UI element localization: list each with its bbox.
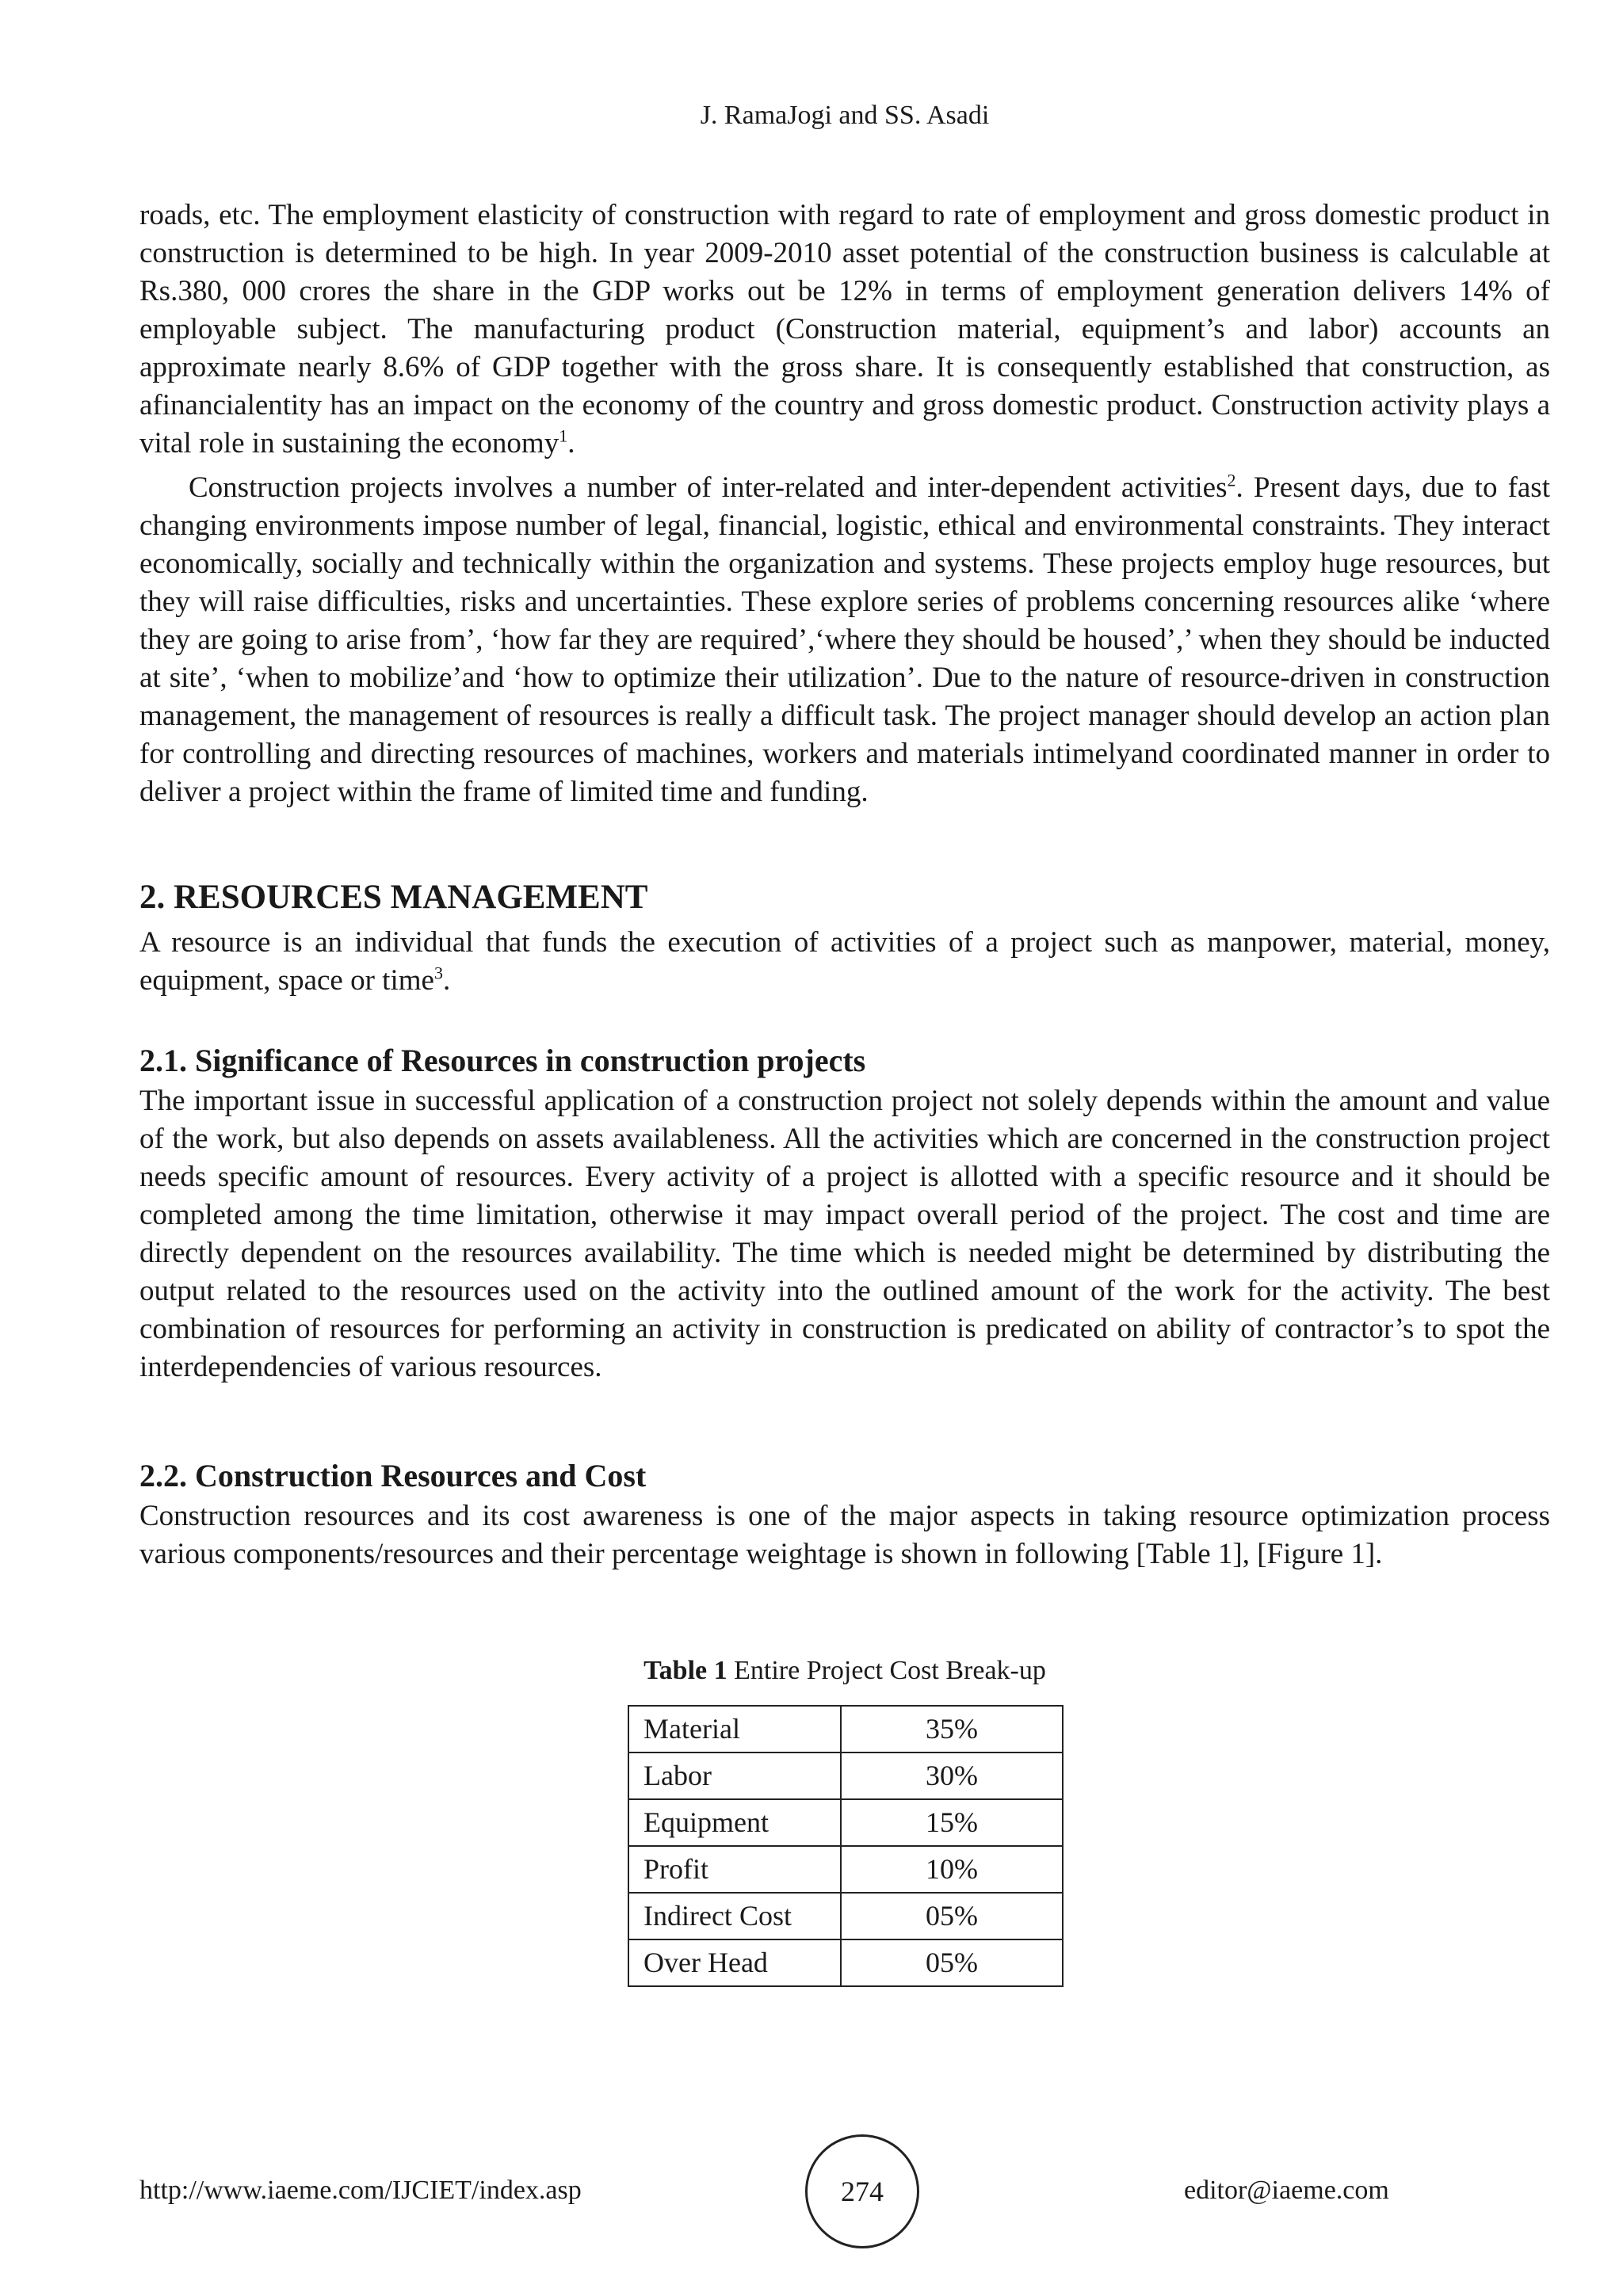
row-label: Profit <box>628 1846 841 1893</box>
table-row <box>628 1753 1063 1799</box>
row-label: Labor <box>628 1753 841 1799</box>
row-label: Indirect Cost <box>628 1893 841 1939</box>
cost-breakup-table <box>628 1705 1064 1987</box>
row-value: 10% <box>841 1846 1063 1893</box>
running-head: J. RamaJogi and SS. Asadi <box>700 101 990 130</box>
table-caption: Table 1 Entire Project Cost Break-up <box>643 1656 1046 1685</box>
table-row <box>628 1939 1063 1986</box>
citation-1: 1 <box>559 425 568 446</box>
citation-3: 3 <box>433 963 443 983</box>
row-value: 30% <box>841 1753 1063 1799</box>
section-heading-resources-cost: 2.2. Construction Resources and Cost <box>139 1458 647 1493</box>
footer-url-link[interactable]: http://www.iaeme.com/IJCIET/index.asp <box>139 2176 582 2205</box>
row-value: 05% <box>841 1893 1063 1939</box>
table-row <box>628 1846 1063 1893</box>
footer-email-link[interactable]: editor@iaeme.com <box>1184 2176 1389 2205</box>
section-heading-resources-management: 2. RESOURCES MANAGEMENT <box>139 879 648 916</box>
section-2-body: A resource is an individual that funds the execution of activities of a project such as manpower, material, money, equipment, space or time$^3$. <box>139 926 1550 997</box>
row-label: Over Head <box>628 1939 841 1986</box>
row-label: Equipment <box>628 1799 841 1846</box>
section-heading-significance: 2.1. Significance of Resources in construction projects <box>139 1043 866 1078</box>
section-2-2-body: Construction resources and its cost awareness is one of the major aspects in taking resource optimization process various components/resources and their percentage weightage is shown in following [Table 1], [Figure 1]. <box>139 1500 1550 1570</box>
intro-paragraph-1: roads, etc. The employment elasticity of construction with regard to rate of employment and gross domestic product in construction is determined to be high. In year 2009-2010 asset potential of the construction business is calculable at Rs.380, 000 crores the share in the GDP works out be 12% in terms of employment generation delivers 14% of employable subject. The manufacturing product (Construction material, equipment’s and labor) accounts an approximate nearly 8.6% of GDP together with the gross share. It is consequently established that construction, as afinancialentity has an impact on the economy of the country and gross domestic product. Construction activity plays a vital role in sustaining the economy$^1$. <box>139 199 1550 460</box>
intro-section <box>139 196 1550 811</box>
row-value: 05% <box>841 1939 1063 1986</box>
row-value: 35% <box>841 1706 1063 1753</box>
section-2-1-body: The important issue in successful application of a construction project not solely depends within the amount and value of the work, but also depends on assets availableness. All the activities which are concerned in the construction project needs specific amount of resources. Every activity of a project is allotted with a specific resource and it should be completed among the time limitation, otherwise it may impact overall period of the project. The cost and time are directly dependent on the resources availability. The time which is needed might be determined by distributing the output related to the resources used on the activity into the outlined amount of the work for the activity. The best combination of resources for performing an activity in construction is predicated on ability of contractor’s to spot the interdependencies of various resources. <box>139 1085 1550 1383</box>
intro-paragraph-2: Construction projects involves a number of inter-related and inter-dependent activities$^2$. Present days, due to fast changing environments impose number of legal, financial, logistic, ethical and environmental constraints. They interact economically, socially and technically within the organization and systems. These projects employ huge resources, but they will raise difficulties, risks and uncertainties. These explore series of problems concerning resources alike ‘where they are going to arise from’, ‘how far they are required’,‘where they should be housed’,’ when they should be inducted at site’, ‘when to mobilize’and ‘how to optimize their utilization’. Due to the nature of resource-driven in construction management, the management of resources is really a difficult task. The project manager should develop an action plan for controlling and directing resources of machines, workers and materials intimelyand coordinated manner in order to deliver a project within the frame of limited time and funding. <box>139 470 1550 808</box>
page-number: 274 <box>805 2134 919 2248</box>
row-value: 15% <box>841 1799 1063 1846</box>
citation-2: 2 <box>1227 470 1236 490</box>
table-row <box>628 1799 1063 1846</box>
table-row <box>628 1893 1063 1939</box>
table-row <box>628 1706 1063 1753</box>
row-label: Material <box>628 1706 841 1753</box>
